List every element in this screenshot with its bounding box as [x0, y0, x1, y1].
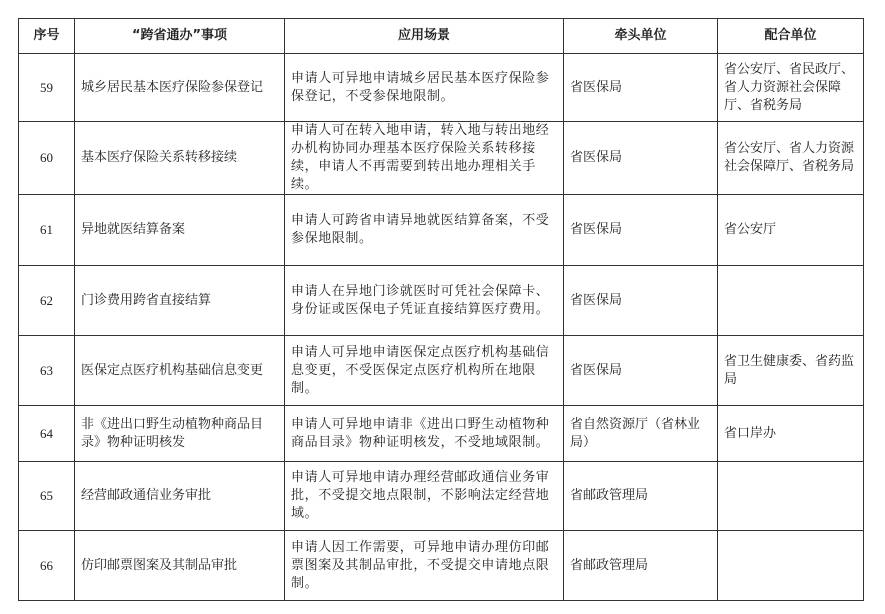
row-item: 医保定点医疗机构基础信息变更	[75, 336, 285, 406]
row-item: 门诊费用跨省直接结算	[75, 266, 285, 336]
table-row	[19, 195, 864, 266]
row-scene: 申请人可跨省申请异地就医结算备案，不受参保地限制。	[285, 195, 564, 266]
row-number: 65	[19, 462, 75, 531]
row-number: 62	[19, 266, 75, 336]
row-number: 59	[19, 54, 75, 122]
table-row	[19, 462, 864, 531]
row-coop-unit	[718, 266, 864, 336]
row-scene: 申请人在异地门诊就医时可凭社会保障卡、身份证或医保电子凭证直接结算医疗费用。	[285, 266, 564, 336]
row-scene: 申请人可在转入地申请，转入地与转出地经办机构协同办理基本医疗保险关系转移接续，申请人不再需要到转出地办理相关手续。	[285, 122, 564, 195]
cross-province-services-table	[18, 18, 864, 601]
row-scene: 申请人因工作需要，可异地申请办理仿印邮票图案及其制品审批，不受提交申请地点限制。	[285, 531, 564, 601]
row-coop-unit: 省卫生健康委、省药监局	[718, 336, 864, 406]
row-scene: 申请人可异地申请城乡居民基本医疗保险参保登记，不受参保地限制。	[285, 54, 564, 122]
row-number: 60	[19, 122, 75, 195]
header-item: “跨省通办”事项	[75, 19, 285, 54]
table-row	[19, 54, 864, 122]
row-number: 61	[19, 195, 75, 266]
row-lead-unit: 省医保局	[564, 54, 718, 122]
row-number: 66	[19, 531, 75, 601]
table-row	[19, 406, 864, 462]
row-scene: 申请人可异地申请医保定点医疗机构基础信息变更，不受医保定点医疗机构所在地限制。	[285, 336, 564, 406]
row-item: 非《进出口野生动植物种商品目录》物种证明核发	[75, 406, 285, 462]
row-item: 仿印邮票图案及其制品审批	[75, 531, 285, 601]
table-row	[19, 531, 864, 601]
row-lead-unit: 省邮政管理局	[564, 462, 718, 531]
row-item: 异地就医结算备案	[75, 195, 285, 266]
table-body	[19, 54, 864, 601]
row-item: 基本医疗保险关系转移接续	[75, 122, 285, 195]
row-coop-unit	[718, 462, 864, 531]
table-row	[19, 122, 864, 195]
row-lead-unit: 省医保局	[564, 336, 718, 406]
row-number: 64	[19, 406, 75, 462]
row-number: 63	[19, 336, 75, 406]
header-number: 序号	[19, 19, 75, 54]
row-item: 经营邮政通信业务审批	[75, 462, 285, 531]
row-coop-unit	[718, 531, 864, 601]
row-lead-unit: 省医保局	[564, 122, 718, 195]
row-scene: 申请人可异地申请非《进出口野生动植物种商品目录》物种证明核发，不受地域限制。	[285, 406, 564, 462]
row-lead-unit: 省邮政管理局	[564, 531, 718, 601]
header-coop-unit: 配合单位	[718, 19, 864, 54]
row-coop-unit: 省公安厅、省人力资源社会保障厅、省税务局	[718, 122, 864, 195]
table-row	[19, 266, 864, 336]
row-lead-unit: 省医保局	[564, 266, 718, 336]
row-lead-unit: 省自然资源厅（省林业局）	[564, 406, 718, 462]
table-header-row	[19, 19, 864, 54]
row-coop-unit: 省公安厅	[718, 195, 864, 266]
row-coop-unit: 省口岸办	[718, 406, 864, 462]
row-item: 城乡居民基本医疗保险参保登记	[75, 54, 285, 122]
header-lead-unit: 牵头单位	[564, 19, 718, 54]
row-coop-unit: 省公安厅、省民政厅、省人力资源社会保障厅、省税务局	[718, 54, 864, 122]
table-row	[19, 336, 864, 406]
row-scene: 申请人可异地申请办理经营邮政通信业务审批，不受提交地点限制，不影响法定经营地域。	[285, 462, 564, 531]
header-scene: 应用场景	[285, 19, 564, 54]
row-lead-unit: 省医保局	[564, 195, 718, 266]
